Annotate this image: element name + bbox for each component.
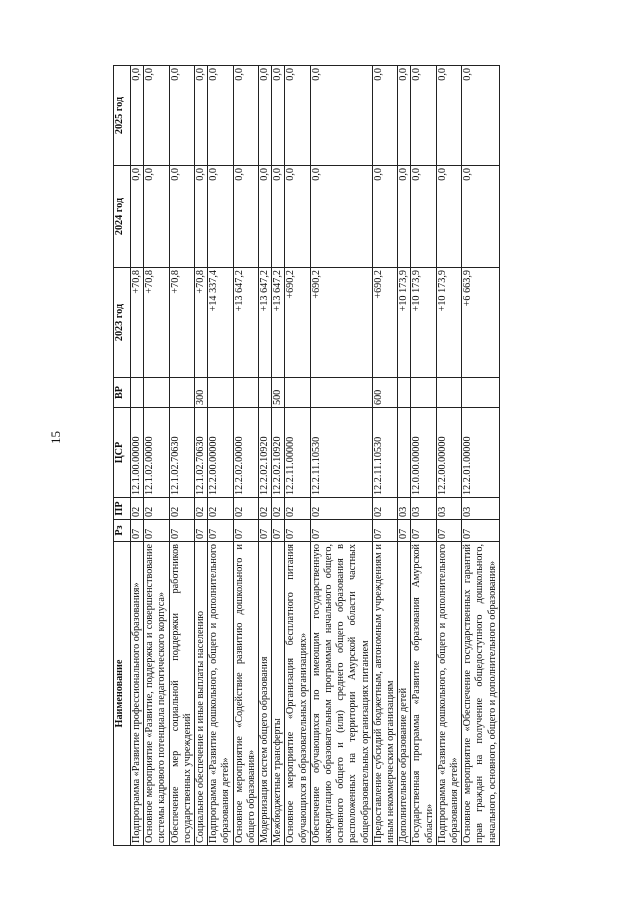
cell-csr [398,408,411,498]
col-header-2024: 2024 год [114,166,131,268]
cell-2025: 0,0 [195,66,208,166]
cell-2023: +13 647,2 [233,268,258,378]
cell-vr: 600 [372,378,397,408]
cell-name: Социальное обеспечение и иные выплаты населению [195,542,208,846]
cell-pr: 02 [285,498,310,520]
table-row [144,66,169,846]
table-row [285,66,310,846]
cell-csr: 12.1.02.00000 [144,408,169,498]
cell-2025: 0,0 [131,66,144,166]
table-row [462,66,500,846]
budget-table [113,65,500,846]
cell-2024: 0,0 [259,166,272,268]
cell-name: Обеспечение мер социальной поддержки работников государственных учреждений [169,542,194,846]
table-row [372,66,397,846]
cell-rz: 07 [272,520,285,542]
cell-csr: 12.0.00.00000 [411,408,436,498]
cell-2023: +10 173,9 [436,268,461,378]
cell-2025: 0,0 [436,66,461,166]
cell-pr: 02 [195,498,208,520]
cell-vr [208,378,233,408]
cell-name: Дополнительное образование детей [398,542,411,846]
cell-2025: 0,0 [398,66,411,166]
table-row [411,66,436,846]
cell-2025: 0,0 [144,66,169,166]
table-row [131,66,144,846]
cell-2023: +70,8 [131,268,144,378]
cell-2024: 0,0 [398,166,411,268]
cell-rz: 07 [208,520,233,542]
cell-2023: +70,8 [144,268,169,378]
cell-rz: 07 [169,520,194,542]
page-number: 15 [48,431,63,444]
cell-vr [398,378,411,408]
cell-2024: 0,0 [436,166,461,268]
cell-rz: 07 [233,520,258,542]
cell-csr: 12.2.11.00000 [285,408,310,498]
cell-name: Модернизация систем общего образования [259,542,272,846]
cell-csr: 12.2.11.10530 [372,408,397,498]
cell-2023: +690,2 [372,268,397,378]
cell-rz: 07 [144,520,169,542]
cell-2025: 0,0 [372,66,397,166]
cell-2025: 0,0 [310,66,372,166]
cell-name: Обеспечение обучающихся по имеющим государственную аккредитацию образовательным программам начального общего, основного общего и (или) среднего общего образования в расположенных на территории Амурской области частных общеобразовательных организациях питанием [310,542,372,846]
cell-2023: +690,2 [310,268,372,378]
cell-2024: 0,0 [310,166,372,268]
cell-pr: 02 [169,498,194,520]
table-row [169,66,194,846]
cell-2025: 0,0 [233,66,258,166]
cell-name: Основное мероприятие «Содействие развитию дошкольного и общего образования» [233,542,258,846]
cell-csr: 12.2.01.00000 [462,408,500,498]
cell-name: Подпрограмма «Развитие дошкольного, общего и дополнительного образования детей» [436,542,461,846]
cell-csr: 12.2.02.10920 [272,408,285,498]
col-header-vr: ВР [114,378,131,408]
table-row [259,66,272,846]
cell-2025: 0,0 [259,66,272,166]
cell-csr: 12.2.00.00000 [436,408,461,498]
cell-vr [259,378,272,408]
cell-rz: 07 [310,520,372,542]
col-header-name: Наименование [114,542,131,846]
cell-csr: 12.1.00.00000 [131,408,144,498]
cell-vr [411,378,436,408]
cell-2025: 0,0 [411,66,436,166]
cell-2024: 0,0 [208,166,233,268]
cell-2023: +70,8 [195,268,208,378]
table-row [208,66,233,846]
cell-2023: +690,2 [285,268,310,378]
cell-name: Межбюджетные трансферты [272,542,285,846]
table-row [398,66,411,846]
cell-2024: 0,0 [233,166,258,268]
cell-pr: 02 [310,498,372,520]
cell-csr: 12.1.02.70630 [169,408,194,498]
cell-csr: 12.2.11.10530 [310,408,372,498]
cell-rz: 07 [436,520,461,542]
cell-2024: 0,0 [272,166,285,268]
cell-vr [462,378,500,408]
cell-2023: +13 647,2 [259,268,272,378]
cell-2024: 0,0 [372,166,397,268]
cell-2024: 0,0 [411,166,436,268]
cell-pr: 02 [144,498,169,520]
cell-vr [169,378,194,408]
cell-name: Государственная программа «Развитие образования Амурской области» [411,542,436,846]
cell-pr: 02 [233,498,258,520]
cell-vr: 500 [272,378,285,408]
cell-vr [233,378,258,408]
cell-pr: 02 [372,498,397,520]
cell-2023: +13 647,2 [272,268,285,378]
col-header-pr: ПР [114,498,131,520]
cell-rz: 07 [411,520,436,542]
col-header-2025: 2025 год [114,66,131,166]
cell-rz: 07 [462,520,500,542]
table-row [272,66,285,846]
col-header-2023: 2023 год [114,268,131,378]
cell-rz: 07 [195,520,208,542]
cell-pr: 02 [272,498,285,520]
cell-2024: 0,0 [144,166,169,268]
cell-vr: 300 [195,378,208,408]
cell-pr: 03 [462,498,500,520]
table-row [233,66,258,846]
cell-rz: 07 [259,520,272,542]
cell-pr: 02 [131,498,144,520]
cell-2025: 0,0 [169,66,194,166]
cell-2024: 0,0 [285,166,310,268]
cell-2024: 0,0 [169,166,194,268]
budget-table-container [113,66,599,846]
cell-name: Подпрограмма «Развитие дошкольного, общего и дополнительного образования детей» [208,542,233,846]
cell-rz: 07 [131,520,144,542]
cell-2023: +6 663,9 [462,268,500,378]
table-header-row [114,66,131,846]
col-header-rz: Рз [114,520,131,542]
cell-2024: 0,0 [195,166,208,268]
table-row [310,66,372,846]
cell-vr [436,378,461,408]
cell-pr: 03 [398,498,411,520]
cell-csr: 12.2.00.00000 [208,408,233,498]
col-header-csr: ЦСР [114,408,131,498]
cell-rz: 07 [372,520,397,542]
cell-2023: +10 173,9 [411,268,436,378]
cell-name: Основное мероприятие «Обеспечение государственных гарантий прав граждан на получение общедоступного дошкольного, начального, основного, общего и дополнительного образования» [462,542,500,846]
cell-rz: 07 [398,520,411,542]
cell-pr: 02 [259,498,272,520]
cell-name: Подпрограмма «Развитие профессионального образования» [131,542,144,846]
cell-pr: 03 [411,498,436,520]
cell-vr [144,378,169,408]
cell-2023: +70,8 [169,268,194,378]
cell-pr: 02 [208,498,233,520]
cell-vr [131,378,144,408]
cell-vr [285,378,310,408]
cell-2025: 0,0 [272,66,285,166]
cell-2025: 0,0 [462,66,500,166]
cell-csr: 12.2.02.00000 [233,408,258,498]
cell-2025: 0,0 [208,66,233,166]
cell-2023: +10 173,9 [398,268,411,378]
cell-name: Основное мероприятие «Развитие, поддержка и совершенствование системы кадрового потенциала педагогического корпуса» [144,542,169,846]
cell-rz: 07 [285,520,310,542]
cell-vr [310,378,372,408]
cell-2024: 0,0 [462,166,500,268]
cell-2025: 0,0 [285,66,310,166]
cell-name: Основное мероприятие «Организация бесплатного питания обучающихся в образовательных организациях» [285,542,310,846]
cell-2024: 0,0 [131,166,144,268]
cell-csr: 12.2.02.10920 [259,408,272,498]
cell-2023: +14 337,4 [208,268,233,378]
cell-pr: 03 [436,498,461,520]
table-row [436,66,461,846]
table-row [195,66,208,846]
cell-name: Предоставление субсидий бюджетным, автономным учреждениям и иным некоммерческим организациям [372,542,397,846]
cell-csr: 12.1.02.70630 [195,408,208,498]
